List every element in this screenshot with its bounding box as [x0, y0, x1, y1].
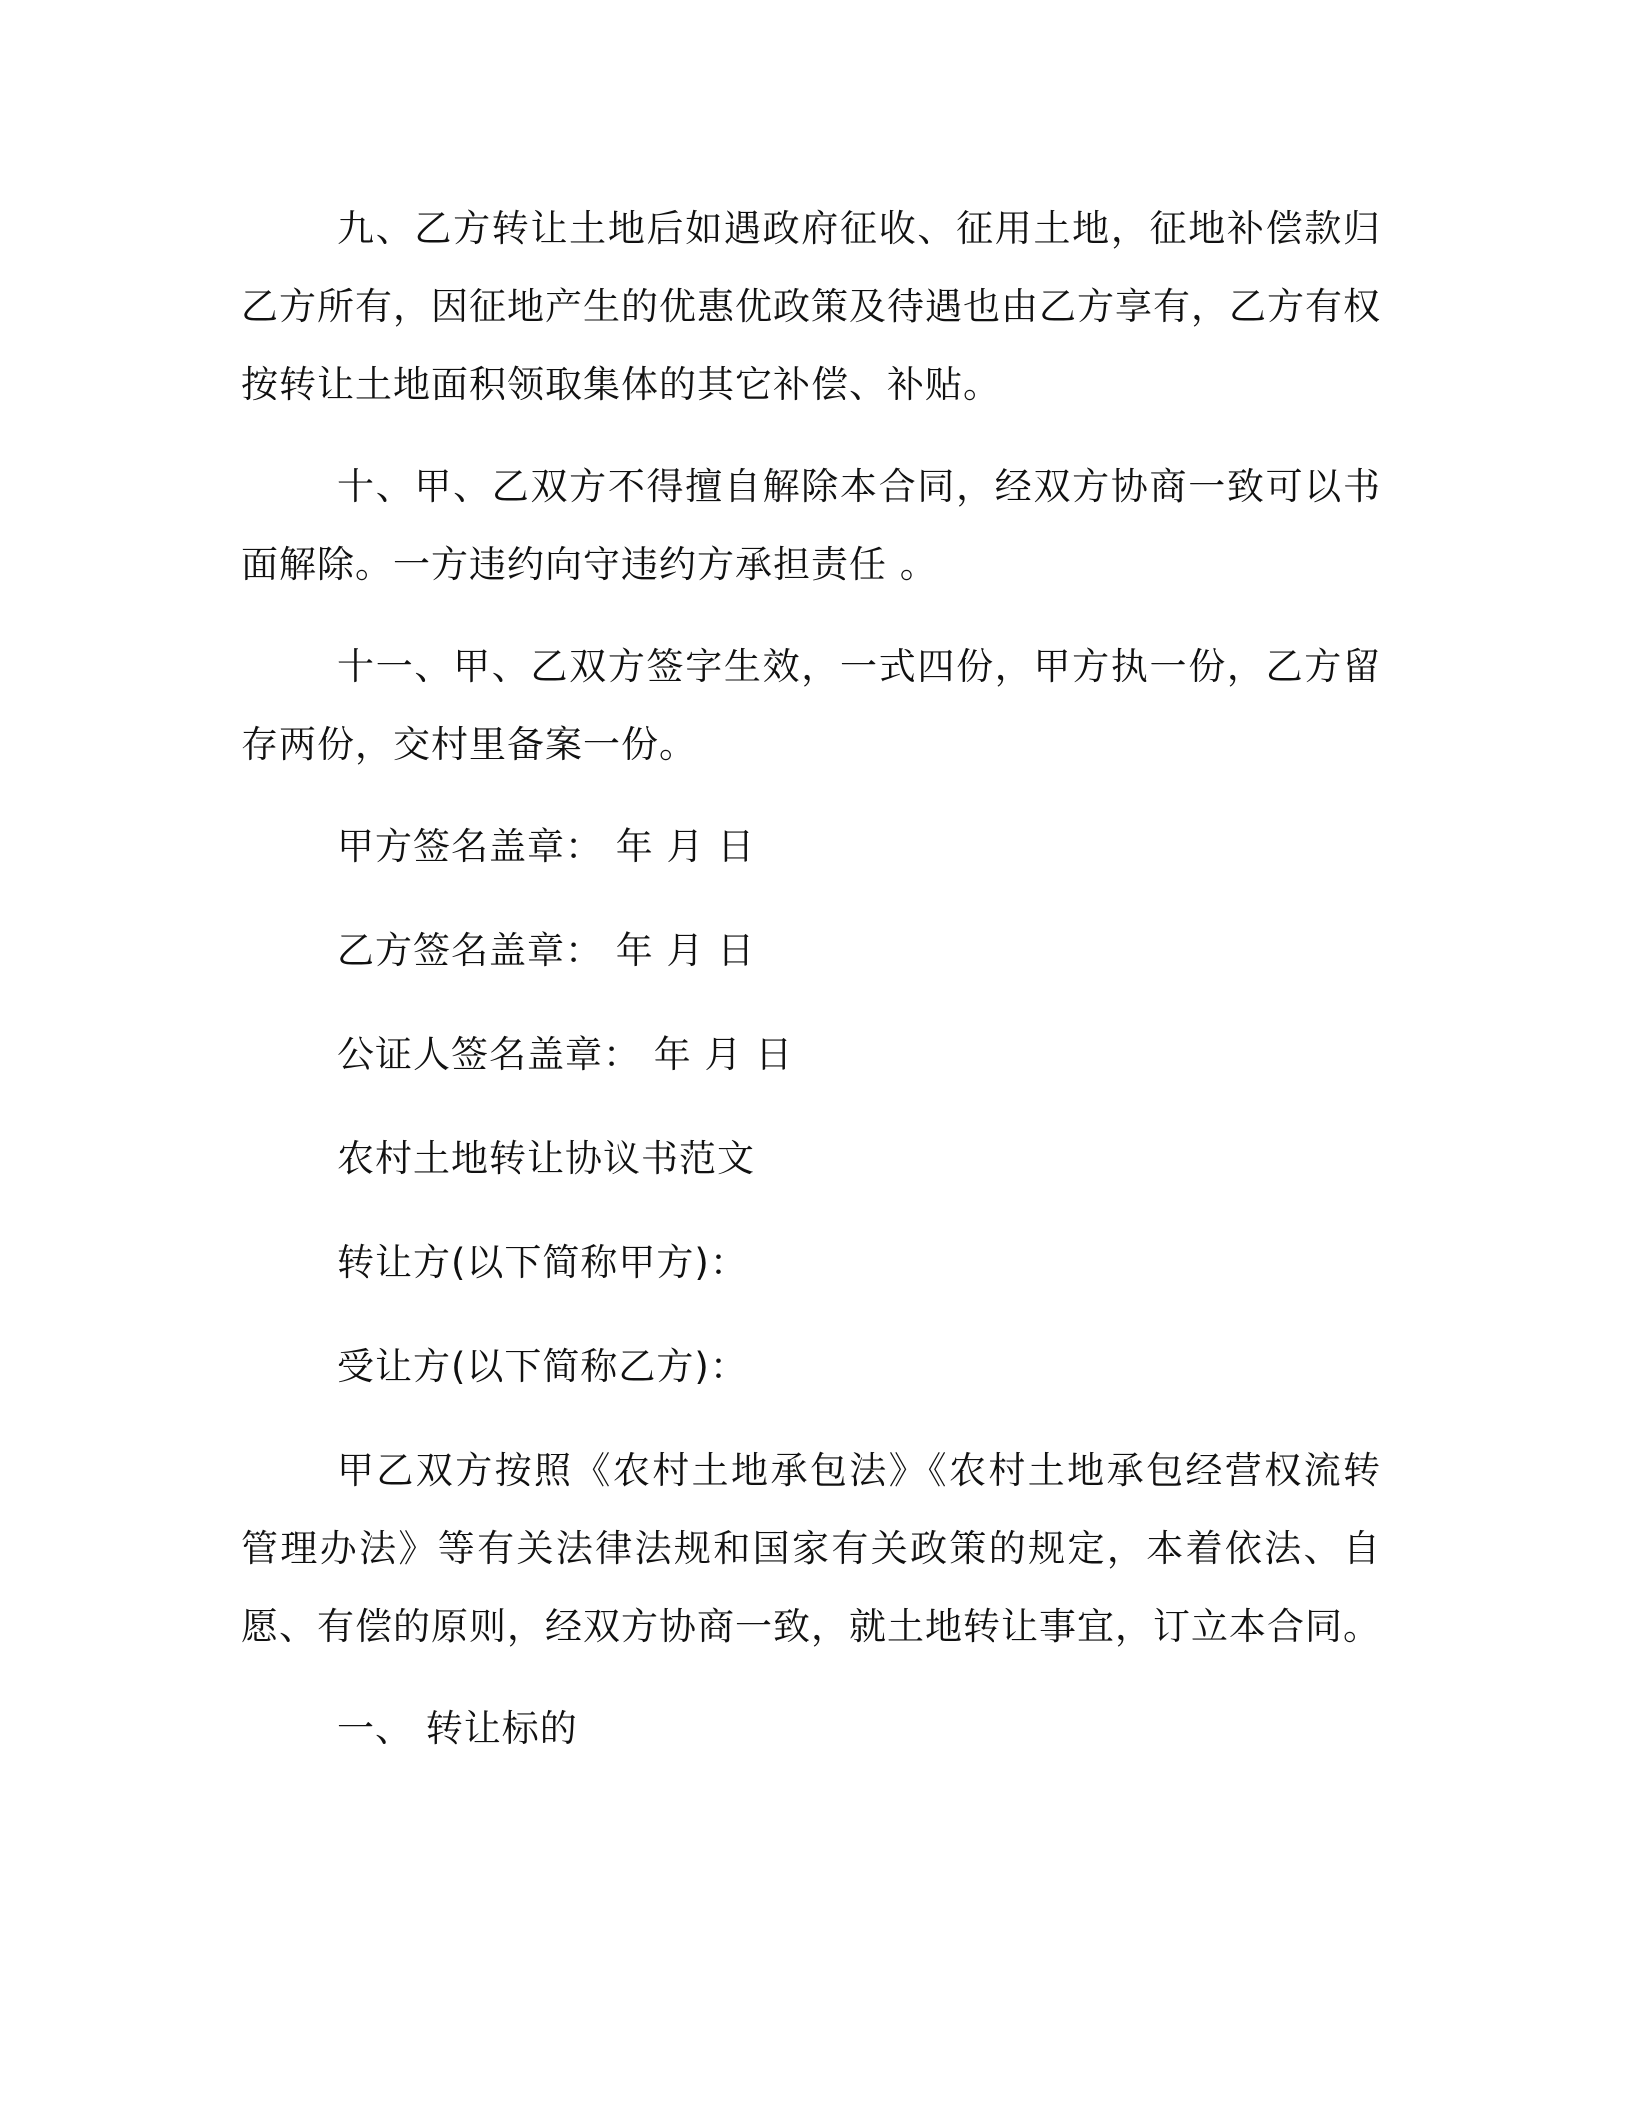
party-a-signature-line: 甲方签名盖章： 年 月 日: [337, 825, 756, 868]
party-b-signature-line: 乙方签名盖章： 年 月 日: [337, 929, 756, 972]
preamble-paragraph: 甲乙双方按照《农村土地承包法》《农村土地承包经营权流转管理办法》等有关法律法规和国家有关政策的规定，本着依法、自愿、有偿的原则，经双方协商一致，就土地转让事宜，订立本合同。: [241, 1449, 1381, 1648]
document-body: [241, 190, 1381, 1768]
clause-9-paragraph: 九、乙方转让土地后如遇政府征收、征用土地，征地补偿款归乙方所有，因征地产生的优惠优政策及待遇也由乙方享有，乙方有权按转让土地面积领取集体的其它补偿、补贴。: [241, 207, 1381, 406]
transferee-line: 受让方(以下简称乙方)：: [337, 1345, 748, 1388]
transferor-line: 转让方(以下简称甲方)：: [337, 1241, 748, 1284]
clause-11-paragraph: 十一、甲、乙双方签字生效，一式四份，甲方执一份，乙方留存两份，交村里备案一份。: [241, 645, 1381, 766]
agreement-title: 农村土地转让协议书范文: [337, 1137, 755, 1180]
clause-10-paragraph: 十、甲、乙双方不得擅自解除本合同，经双方协商一致可以书面解除。一方违约向守违约方承担责任 。: [241, 465, 1381, 586]
section-1-heading: 一、 转让标的: [337, 1707, 578, 1750]
notary-signature-line: 公证人签名盖章： 年 月 日: [337, 1033, 794, 1076]
